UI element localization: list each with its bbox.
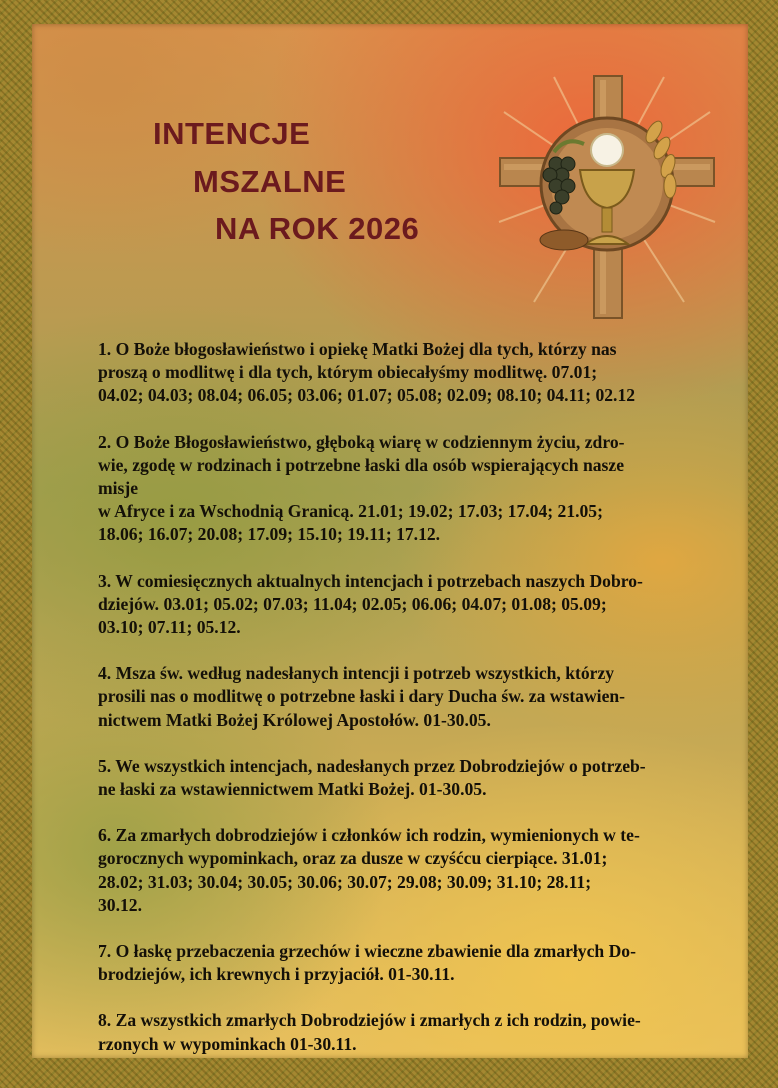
intention-line: rzonych w wypominkach 01-30.11.	[98, 1033, 357, 1054]
intention-line: w Afryce i za Wschodnią Granicą. 21.01; 19.02; 17.03; 17.04; 21.05;	[98, 501, 603, 522]
title-line-2: MSZALNE	[193, 164, 347, 199]
intention-line: 3. W comiesięcznych aktualnych intencjach i potrzebach naszych Dobro-	[98, 570, 643, 591]
intention-item-2	[98, 431, 748, 547]
eucharist-cross-icon	[494, 72, 720, 322]
intention-line: ne łaski za wstawiennictwem Matki Bożej. 01-30.05.	[98, 779, 487, 800]
intention-item-6	[98, 824, 748, 917]
title-line-1: INTENCJE	[153, 116, 311, 151]
intention-line: 8. Za wszystkich zmarłych Dobrodziejów i zmarłych z ich rodzin, powie-	[98, 1010, 641, 1031]
intention-line: 4. Msza św. według nadesłanych intencji i potrzeb wszystkich, którzy	[98, 663, 615, 684]
intention-line: wie, zgodę w rodzinach i potrzebne łaski dla osób wspierających nasze	[98, 454, 625, 475]
intention-item-7	[98, 940, 748, 986]
intention-line: 6. Za zmarłych dobrodziejów i członków ich rodzin, wymienionych w te-	[98, 825, 640, 846]
intention-line: 1. O Boże błogosławieństwo i opiekę Matki Bożej dla tych, którzy nas	[98, 339, 617, 359]
title-line-3: NA ROK 2026	[215, 211, 420, 246]
intention-line: misje	[98, 478, 139, 499]
intention-item-5	[98, 755, 748, 801]
intention-line: 03.10; 07.11; 05.12.	[98, 617, 241, 638]
poster-panel	[32, 24, 748, 1058]
intention-line: gorocznych wypominkach, oraz za dusze w czyśćcu cierpiące. 31.01;	[98, 848, 608, 869]
intention-line: 2. O Boże Błogosławieństwo, głęboką wiarę w codziennym życiu, zdro-	[98, 431, 625, 452]
intention-item-3	[98, 570, 748, 640]
intention-line: 28.02; 31.03; 30.04; 30.05; 30.06; 30.07; 29.08; 30.09; 31.10; 28.11;	[98, 871, 592, 892]
intention-line: nictwem Matki Bożej Królowej Apostołów. 01-30.05.	[98, 709, 491, 730]
intentions-list	[98, 338, 748, 1079]
intention-line: 18.06; 16.07; 20.08; 17.09; 15.10; 19.11; 17.12.	[98, 524, 441, 545]
intention-line: prosili nas o modlitwę o potrzebne łaski i dary Ducha św. za wstawien-	[98, 686, 626, 707]
intention-item-8	[98, 1009, 748, 1055]
intention-line: 5. We wszystkich intencjach, nadesłanych przez Dobrodziejów o potrzeb-	[98, 755, 646, 776]
intention-line: dziejów. 03.01; 05.02; 07.03; 11.04; 02.05; 06.06; 04.07; 01.08; 05.09;	[98, 593, 607, 614]
intention-line: 7. O łaskę przebaczenia grzechów i wieczne zbawienie dla zmarłych Do-	[98, 941, 636, 962]
intention-item-4	[98, 662, 748, 732]
intention-line: proszą o modlitwę i dla tych, którym obiecałyśmy modlitwę. 07.01;	[98, 362, 598, 383]
intention-line: 04.02; 04.03; 08.04; 06.05; 03.06; 01.07; 05.08; 02.09; 08.10; 04.11; 02.12	[98, 385, 636, 406]
intention-line: brodziejów, ich krewnych i przyjaciół. 01-30.11.	[98, 964, 455, 985]
intention-line: 30.12.	[98, 894, 142, 915]
intention-item-1	[98, 338, 748, 408]
